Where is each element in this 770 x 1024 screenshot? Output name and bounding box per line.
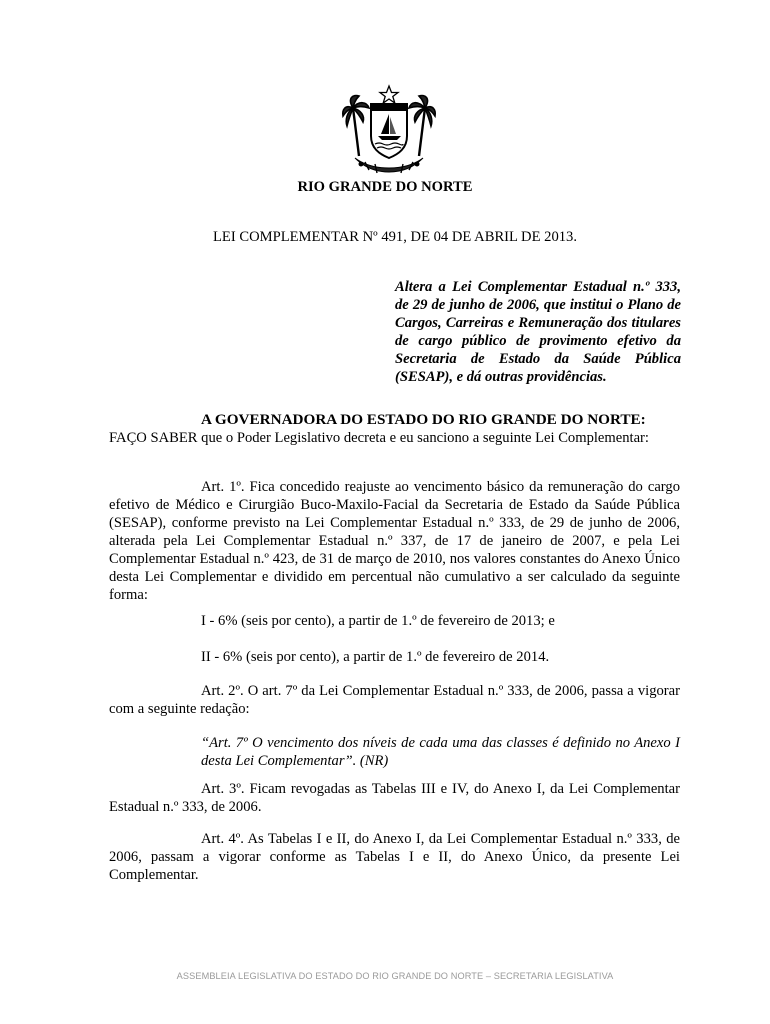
preamble [109, 411, 680, 447]
article-3: Art. 3º. Ficam revogadas as Tabelas III e IV, do Anexo I, da Lei Complementar Estadual n.º 333, de 2006. [109, 781, 680, 815]
governor-heading: A GOVERNADORA DO ESTADO DO RIO GRANDE DO NORTE: [201, 411, 646, 428]
article-2: Art. 2º. O art. 7º da Lei Complementar Estadual n.º 333, de 2006, passa a vigorar com a seguinte redação: [109, 683, 680, 717]
state-name-heading: RIO GRANDE DO NORTE [297, 179, 473, 195]
article-1-item-2: II - 6% (seis por cento), a partir de 1.º de fevereiro de 2014. [201, 649, 550, 665]
article-2-quote: “Art. 7º O vencimento dos níveis de cada uma das classes é definido no Anexo I desta Lei Complementar”. (NR) [201, 735, 680, 769]
law-summary-ementa: Altera a Lei Complementar Estadual n.º 333, de 29 de junho de 2006, que institui o Plano de Cargos, Carreiras e Remuneração dos titulares de cargo público de provimento efetivo da Secretaria de Estado da Saúde Pública (SESAP), e dá outras providências. [395, 279, 681, 385]
article-1-item-1: I - 6% (seis por cento), a partir de 1.º de fevereiro de 2013; e [201, 613, 555, 629]
page-footer: ASSEMBLEIA LEGISLATIVA DO ESTADO DO RIO GRANDE DO NORTE – SECRETARIA LEGISLATIVA [176, 971, 614, 981]
article-4: Art. 4º. As Tabelas I e II, do Anexo I, da Lei Complementar Estadual n.º 333, de 2006, passam a vigorar conforme as Tabelas I e II, do Anexo Único, da presente Lei Complementar. [109, 831, 680, 883]
article-1: Art. 1º. Fica concedido reajuste ao vencimento básico da remuneração do cargo efetivo de Médico e Cirurgião Buco-Maxilo-Facial da Secretaria de Estado da Saúde Pública (SESAP), conforme previsto na Lei Complementar Estadual n.º 333, de 29 de junho de 2006, alterada pela Lei Complementar Estadual n.º 337, de 17 de janeiro de 2007, e pela Lei Complementar Estadual n.º 423, de 31 de março de 2010, nos valores constantes do Anexo Único desta Lei Complementar e dividido em percentual não cumulativo a ser calculado da seguinte forma: [109, 479, 680, 603]
preamble-text: FAÇO SABER que o Poder Legislativo decreta e eu sanciono a seguinte Lei Complementar: [109, 430, 649, 446]
law-title: LEI COMPLEMENTAR Nº 491, DE 04 DE ABRIL DE 2013. [213, 229, 577, 245]
state-coat-of-arms-icon [341, 84, 437, 176]
